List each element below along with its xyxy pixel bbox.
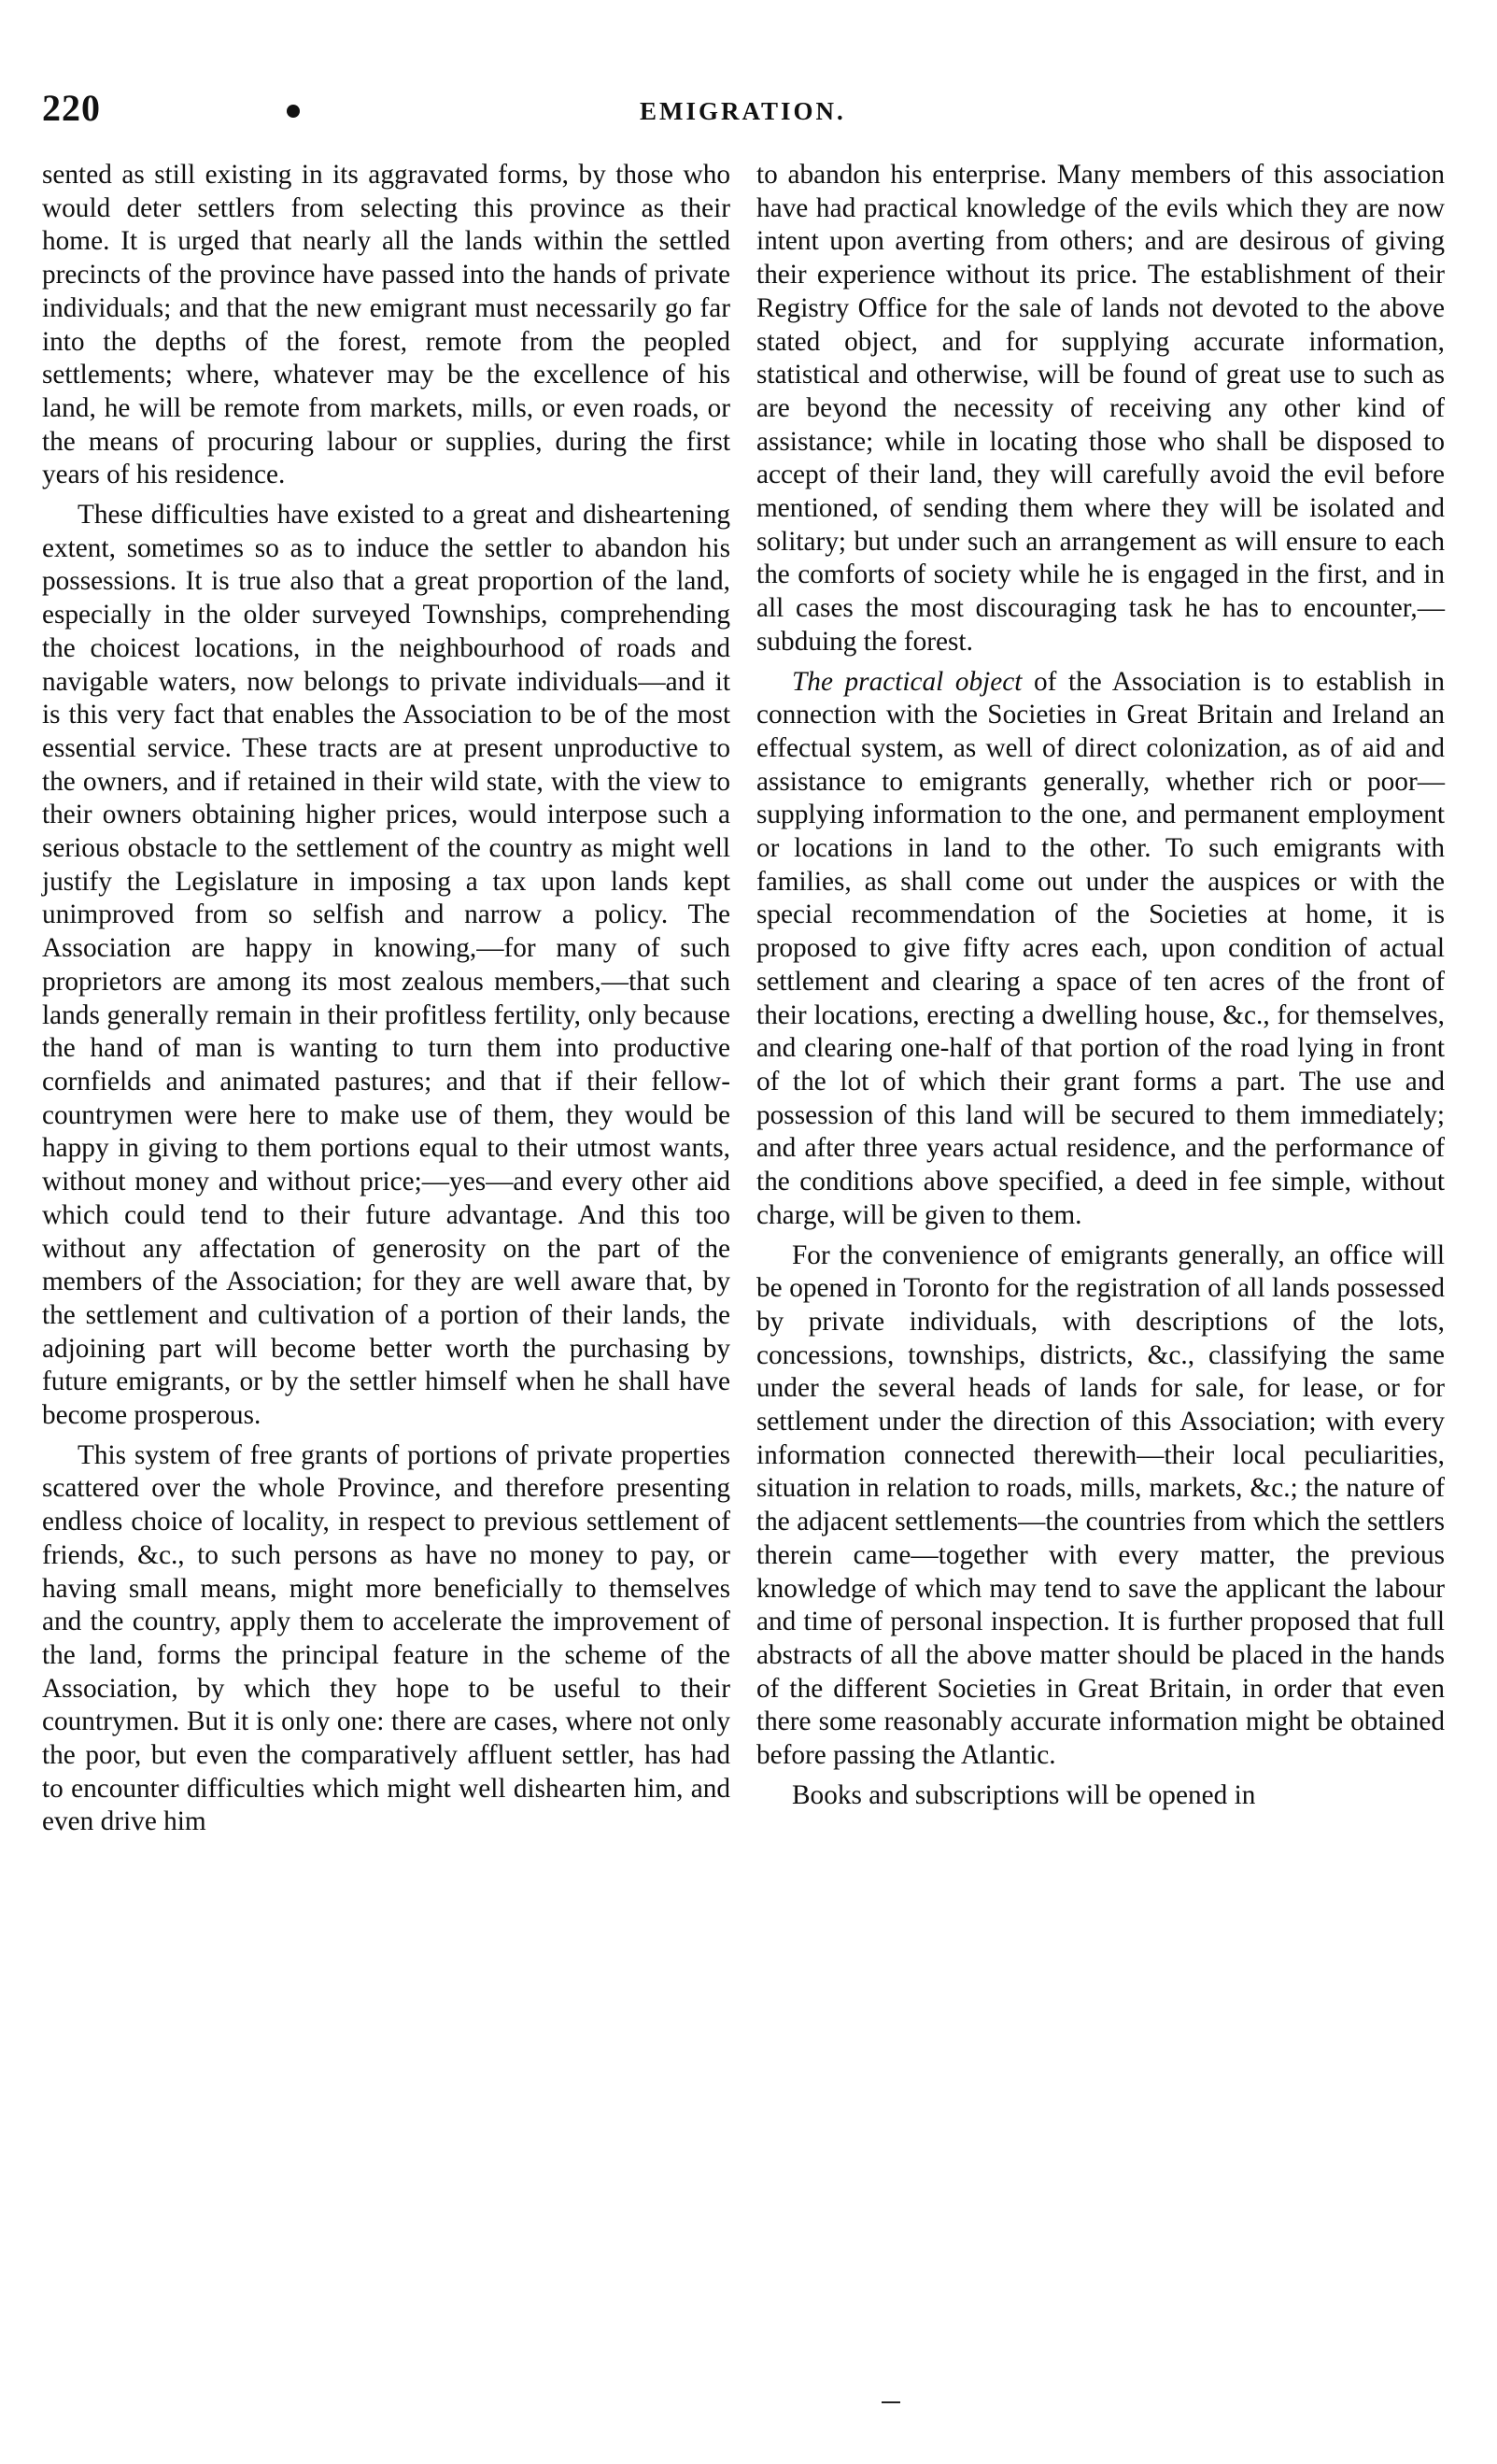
paragraph: This system of free grants of portions of private properties scattered over the whole Province, and therefore presenting endless choice of locality, in respect to previous settlement of friends, &c., to such persons as have no money to pay, or having small means, might more beneficially to themselves and the country, apply them to accelerate the improvement of the land, forms the principal feature in the scheme of the Association, by which they hope to be useful to their countrymen. But it is only one: there are cases, where not only the poor, but even the comparatively affluent settler, has had to encounter difficulties which might well dishearten him, and even drive him xyxy=(42,1439,730,1837)
paragraph: For the convenience of emigrants generally, an office will be opened in Toronto for the registration of all lands possessed by private individuals, with descriptions of the lots, concessions, townships, districts, &c., classifying the same under the several heads of lands for sale, for lease, or for settlement under the direction of this Association; with every information connected therewith—their local peculiarities, situation in relation to roads, mills, markets, &c.; the nature of the adjacent settlements—the countries from which the settlers therein came—together with every matter, the previous knowledge of which may tend to save the applicant the labour and time of personal inspection. It is further proposed that full abstracts of all the above matter should be placed in the hands of the different Societies in Great Britain, in order that even there some reasonably accurate information might be obtained before passing the Atlantic. xyxy=(756,1239,1445,1771)
italic-lead-phrase: The practical object xyxy=(792,666,1023,697)
paragraph: sented as still existing in its aggravated forms, by those who would deter settlers from selecting this province as their home. It is urged that nearly all the lands within the settled precincts of the province have passed into the hands of private individuals; and that the new emigrant must necessarily go far into the depths of the forest, remote from the peopled settlements; where, whatever may be the excellence of his land, he will be remote from markets, mills, or even roads, or the means of procuring labour or supplies, during the first years of his residence. xyxy=(42,160,730,490)
page-number: 220 xyxy=(42,87,101,129)
paragraph: These difficulties have existed to a great and disheartening extent, sometimes so as to induce the settler to abandon his possessions. It is true also that a great proportion of the land, especially in the older surveyed Townships, comprehending the choicest locations, in the neighbourhood of roads and navigable waters, now belongs to private individuals—and it is this very fact that enables the Association to be of the most essential service. These tracts are at present unproductive to the owners, and if retained in their wild state, with the view to their owners obtaining higher prices, would interpose such a serious obstacle to the settlement of the country as might well justify the Legislature in imposing a tax upon lands kept unimproved from so selfish and narrow a policy. The Association are happy in knowing,—for many of such proprietors are among its most zealous members,—that such lands generally remain in their profitless fertility, only because the hand of man is wanting to turn them into productive cornfields and animated pastures; and that if their fellow-countrymen were here to make use of them, they would be happy in giving to them portions equal to their utmost wants, without money and without price;—yes—and every other aid which could tend to their future advantage. And this too without any affectation of generosity on the part of the members of the Association; for they are well aware that, by the settlement and cultivation of a portion of their lands, the adjoining part will become better worth the purchasing by future emigrants, or by the settler himself when he shall have become prosperous. xyxy=(42,500,730,1431)
footer-dash xyxy=(882,2401,900,2403)
paragraph xyxy=(756,666,1445,1233)
paragraph: Books and subscriptions will be opened in xyxy=(792,1779,1256,1810)
right-column xyxy=(756,159,1445,1812)
ink-spot-mark xyxy=(287,105,300,118)
running-head: EMIGRATION. xyxy=(640,97,846,125)
page-header xyxy=(42,86,1405,142)
paragraph-text: of the Association is to establish in connection with the Societies in Great Britain and Ireland an effectual system, as well of direct colonization, as of aid and assistance to emigrants generally, whether rich or poor—supplying information to the one, and permanent employment or locations in land to the other. To such emigrants with families, as shall come out under the auspices or with the special recommendation of the Societies at home, it is proposed to give fifty acres each, upon condition of actual settlement and clearing a space of ten acres of the front of their locations, erecting a dwelling house, &c., for themselves, and clearing one-half of that portion of the road lying in front of the lot of which their grant forms a part. The use and possession of this land will be secured to them immediately; and after three years actual residence, and the performance of the conditions above specified, a deed in fee simple, without charge, will be given to them. xyxy=(756,666,1445,1230)
paragraph: to abandon his enterprise. Many members of this association have had practical knowledge of the evils which they are now intent upon averting from others; and are desirous of giving their experience without its price. The establishment of their Registry Office for the sale of lands not devoted to the above stated object, and for supplying accurate information, statistical and otherwise, will be found of great use to such as are beyond the necessity of receiving any other kind of assistance; while in locating those who shall be disposed to accept of their land, they will carefully avoid the evil before mentioned, of sending them where they will be isolated and solitary; but under such an arrangement as will ensure to each the comforts of society while he is engaged in the first, and in all cases the most discouraging task he has to encounter,—subduing the forest. xyxy=(756,160,1445,657)
left-column xyxy=(42,159,730,1839)
